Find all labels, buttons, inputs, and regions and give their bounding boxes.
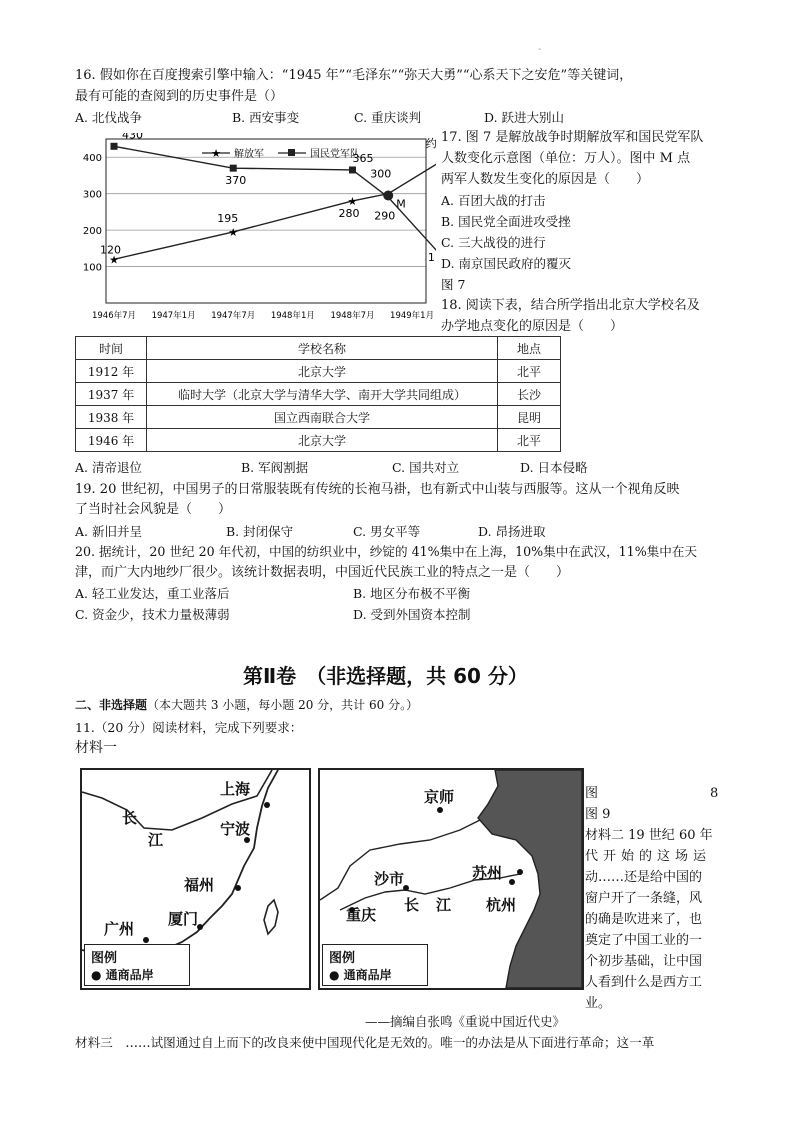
q11-stem: 11.（20 分）阅读材料，完成下列要求： [75, 720, 303, 735]
table-header-cell: 时间 [76, 337, 147, 360]
part2-heading-line [75, 696, 418, 715]
q17-figure-label: 图 7 [441, 277, 466, 292]
top-mark: - [538, 44, 542, 55]
liberation-data-label: 约 [425, 137, 436, 151]
legend-kmt-label: 国民党军队 [310, 149, 360, 160]
kmt-point [349, 166, 356, 173]
q18-stem-line2: 办学地点变化的原因是（ ） [441, 319, 624, 334]
y-tick-label: 100 [82, 262, 102, 274]
map9-legend-title: 图例 [329, 951, 356, 966]
material2-line: 业。 [585, 996, 612, 1011]
part2-note: （本大题共 3 小题，每小题 20 分，共计 60 分。） [147, 698, 419, 712]
table-cell: 北京大学 [147, 360, 498, 383]
table-row [76, 383, 561, 406]
map8-label-shanghai: 上海 [220, 780, 251, 798]
q19-stem-line1: 19. 20 世纪初，中国男子的日常服装既有传统的长袍马褂，也有新式中山装与西服等。这从一个视角反映 [75, 482, 680, 497]
table-cell: 1912 年 [76, 360, 147, 383]
material2-line: 动……还是给中国的 [585, 870, 703, 885]
map8-label-fuzhou: 福州 [184, 876, 215, 894]
map8-legend [84, 944, 190, 986]
x-tick-label: 1948年7月 [330, 311, 375, 321]
map8-legend-item: ● 通商品岸 [91, 968, 154, 982]
liberation-point: ★ [109, 253, 119, 267]
table-cell: 昆明 [498, 406, 561, 429]
q20-option-c[interactable]: C. 资金少，技术力量极薄弱 [75, 607, 230, 622]
q19-option-a[interactable]: A. 新旧并呈 [75, 524, 142, 539]
liberation-data-label: 195 [217, 211, 239, 225]
x-tick-label: 1946年7月 [91, 311, 137, 321]
y-tick-label: 200 [82, 226, 102, 238]
kmt-data-label: 365 [352, 151, 374, 165]
q16-option-c[interactable]: C. 重庆谈判 [354, 110, 422, 125]
table-cell: 国立西南联合大学 [147, 406, 498, 429]
q19-option-d[interactable]: D. 昂扬进取 [478, 524, 546, 539]
map9-label-suzhou: 苏州 [472, 864, 503, 882]
q20-stem-line2: 津，而广大内地纱厂很少。该统计数据表明，中国近代民族工业的特点之一是（ ） [75, 565, 570, 580]
kmt-data-label: 1 [427, 250, 435, 264]
legend-kmt [278, 147, 360, 160]
part2-heading: 二、非选择题 [75, 698, 148, 712]
legend-liberation-label: 解放军 [234, 149, 264, 160]
q18-option-d[interactable]: D. 日本侵略 [520, 460, 588, 475]
fig9-label: 图 9 [585, 807, 611, 822]
army-chart [74, 133, 436, 323]
map8-label-xiamen: 厦门 [168, 910, 199, 928]
kmt-data-label: 290 [374, 209, 396, 223]
q20-option-a[interactable]: A. 轻工业发达，重工业落后 [75, 586, 230, 601]
table-cell: 1946 年 [76, 429, 147, 452]
q20-option-b[interactable]: B. 地区分布极不平衡 [353, 586, 471, 601]
liberation-point: ★ [347, 194, 358, 208]
q16-stem-line1: 16. 假如你在百度搜索引擎中输入：“1945 年”“毛泽东”“弥天大勇”“心系天下之安危”等关键词， [75, 68, 633, 83]
q17-option-b[interactable]: B. 国民党全面进攻受挫 [441, 214, 571, 229]
map8-label-ningbo: 宁波 [220, 820, 251, 838]
fig8-label-a: 图 [585, 786, 599, 801]
x-tick-label: 1949年1月 [390, 311, 435, 321]
table-cell: 1938 年 [76, 406, 147, 429]
q16-stem-line2: 最有可能的查阅到的历史事件是（） [75, 89, 284, 104]
table-cell: 北京大学 [147, 429, 498, 452]
table-row [76, 429, 561, 452]
x-tick-label: 1948年1月 [270, 311, 315, 321]
q17-option-d[interactable]: D. 南京国民政府的覆灭 [441, 256, 572, 271]
map-figure-8 [80, 768, 311, 990]
table-cell: 北平 [498, 429, 561, 452]
q18-option-b[interactable]: B. 军阀割据 [241, 460, 309, 475]
map9-label-shashi: 沙市 [374, 870, 405, 888]
x-tick-label: 1947年1月 [151, 311, 196, 321]
q17-option-a[interactable]: A. 百团大战的打击 [441, 193, 546, 208]
liberation-data-label: 120 [100, 243, 121, 257]
material2-line: 代开始的这场运 [585, 849, 712, 864]
x-tick-label: 1947年7月 [211, 311, 256, 321]
q20-option-d[interactable]: D. 受到外国资本控制 [353, 607, 471, 622]
material2-line: 材料二 19 世纪 60 年 [585, 828, 713, 843]
q16-option-b[interactable]: B. 西安事变 [232, 110, 300, 125]
map8-label-jiang: 江 [148, 831, 164, 849]
map8-label-guangzhou: 广州 [104, 920, 135, 938]
y-tick-label: 400 [82, 153, 102, 165]
table-header-cell: 地点 [498, 337, 561, 360]
map8-legend-title: 图例 [91, 951, 118, 966]
material2-line: 个初步基础，让中国 [585, 954, 703, 969]
table-row [76, 406, 561, 429]
kmt-data-label: 430 [122, 133, 143, 142]
university-table [75, 336, 561, 452]
map9-legend-item: ● 通商品岸 [329, 968, 392, 982]
material2-line: 窗户开了一条缝，风 [585, 891, 703, 906]
table-header-row [76, 337, 561, 360]
q19-option-c[interactable]: C. 男女平等 [353, 524, 421, 539]
intersection-m-label: M [396, 197, 406, 211]
q19-option-b[interactable]: B. 封闭保守 [226, 524, 294, 539]
q19-stem-line2: 了当时社会风貌是（ ） [75, 502, 232, 517]
map-figure-9 [318, 768, 584, 990]
map8-label-chang: 长 [122, 809, 138, 827]
kmt-point [111, 143, 118, 150]
table-cell: 长沙 [498, 383, 561, 406]
intersection-m-point [383, 190, 393, 200]
section-title: 第Ⅱ卷 （非选择题，共 60 分） [243, 664, 528, 688]
map9-label-hangzhou: 杭州 [486, 896, 517, 914]
fig8-label-b: 8 [710, 786, 719, 801]
q18-option-a[interactable]: A. 清帝退位 [75, 460, 142, 475]
legend-liberation [202, 147, 264, 160]
material3-text: 材料三 ……试图通过自上而下的改良来使中国现代化是无效的。唯一的办法是从下面进行革命；这一革 [75, 1035, 655, 1050]
material2-line: 奠定了中国工业的一 [585, 933, 703, 948]
q18-option-c[interactable]: C. 国共对立 [392, 460, 460, 475]
q20-stem-line1: 20. 据统计，20 世纪 20 年代初，中国的纺织业中，纱锭的 41%集中在上海，10%集中在武汉，11%集中在天 [75, 544, 698, 559]
table-cell: 临时大学（北京大学与清华大学、南开大学共同组成） [147, 383, 498, 406]
liberation-point: ★ [228, 225, 239, 239]
map9-label-jingshi: 京师 [424, 788, 455, 806]
kmt-point [230, 165, 237, 172]
table-cell: 1937 年 [76, 383, 147, 406]
map9-label-chongqing: 重庆 [346, 906, 377, 924]
q18-stem-line1: 18. 阅读下表，结合所学指出北京大学校名及 [441, 298, 700, 313]
q17-stem-line3: 两军人数发生变化的原因是（ ） [441, 172, 650, 187]
svg-text:★: ★ [211, 147, 221, 160]
q16-option-d[interactable]: D. 跃进大别山 [484, 110, 565, 125]
q17-stem-line2: 人数变化示意图（单位：万人）。图中 M 点 [441, 151, 691, 166]
material2-source: ——摘编自张鸣《重说中国近代史》 [365, 1014, 566, 1029]
kmt-data-label: 370 [225, 174, 247, 188]
material2-line: 人看到什么是西方工 [585, 975, 703, 990]
army-chart-svg [74, 133, 436, 323]
q16-option-a[interactable]: A. 北伐战争 [75, 110, 142, 125]
map9-label-jiang: 江 [436, 896, 452, 914]
q17-option-c[interactable]: C. 三大战役的进行 [441, 235, 546, 250]
map9-label-chang: 长 [404, 896, 420, 914]
y-tick-label: 300 [82, 189, 102, 201]
table-row [76, 360, 561, 383]
q17-stem-line1: 17. 图 7 是解放战争时期解放军和国民党军队 [441, 130, 704, 145]
kmt-army-line [114, 146, 436, 263]
material-one-label: 材料一 [75, 740, 117, 756]
map9-legend [322, 944, 428, 986]
liberation-data-label: 280 [338, 206, 360, 220]
table-header-cell: 学校名称 [147, 337, 498, 360]
table-cell: 北平 [498, 360, 561, 383]
liberation-data-label: 300 [370, 167, 392, 181]
material2-line: 的确是吹进来了，也 [585, 912, 703, 927]
